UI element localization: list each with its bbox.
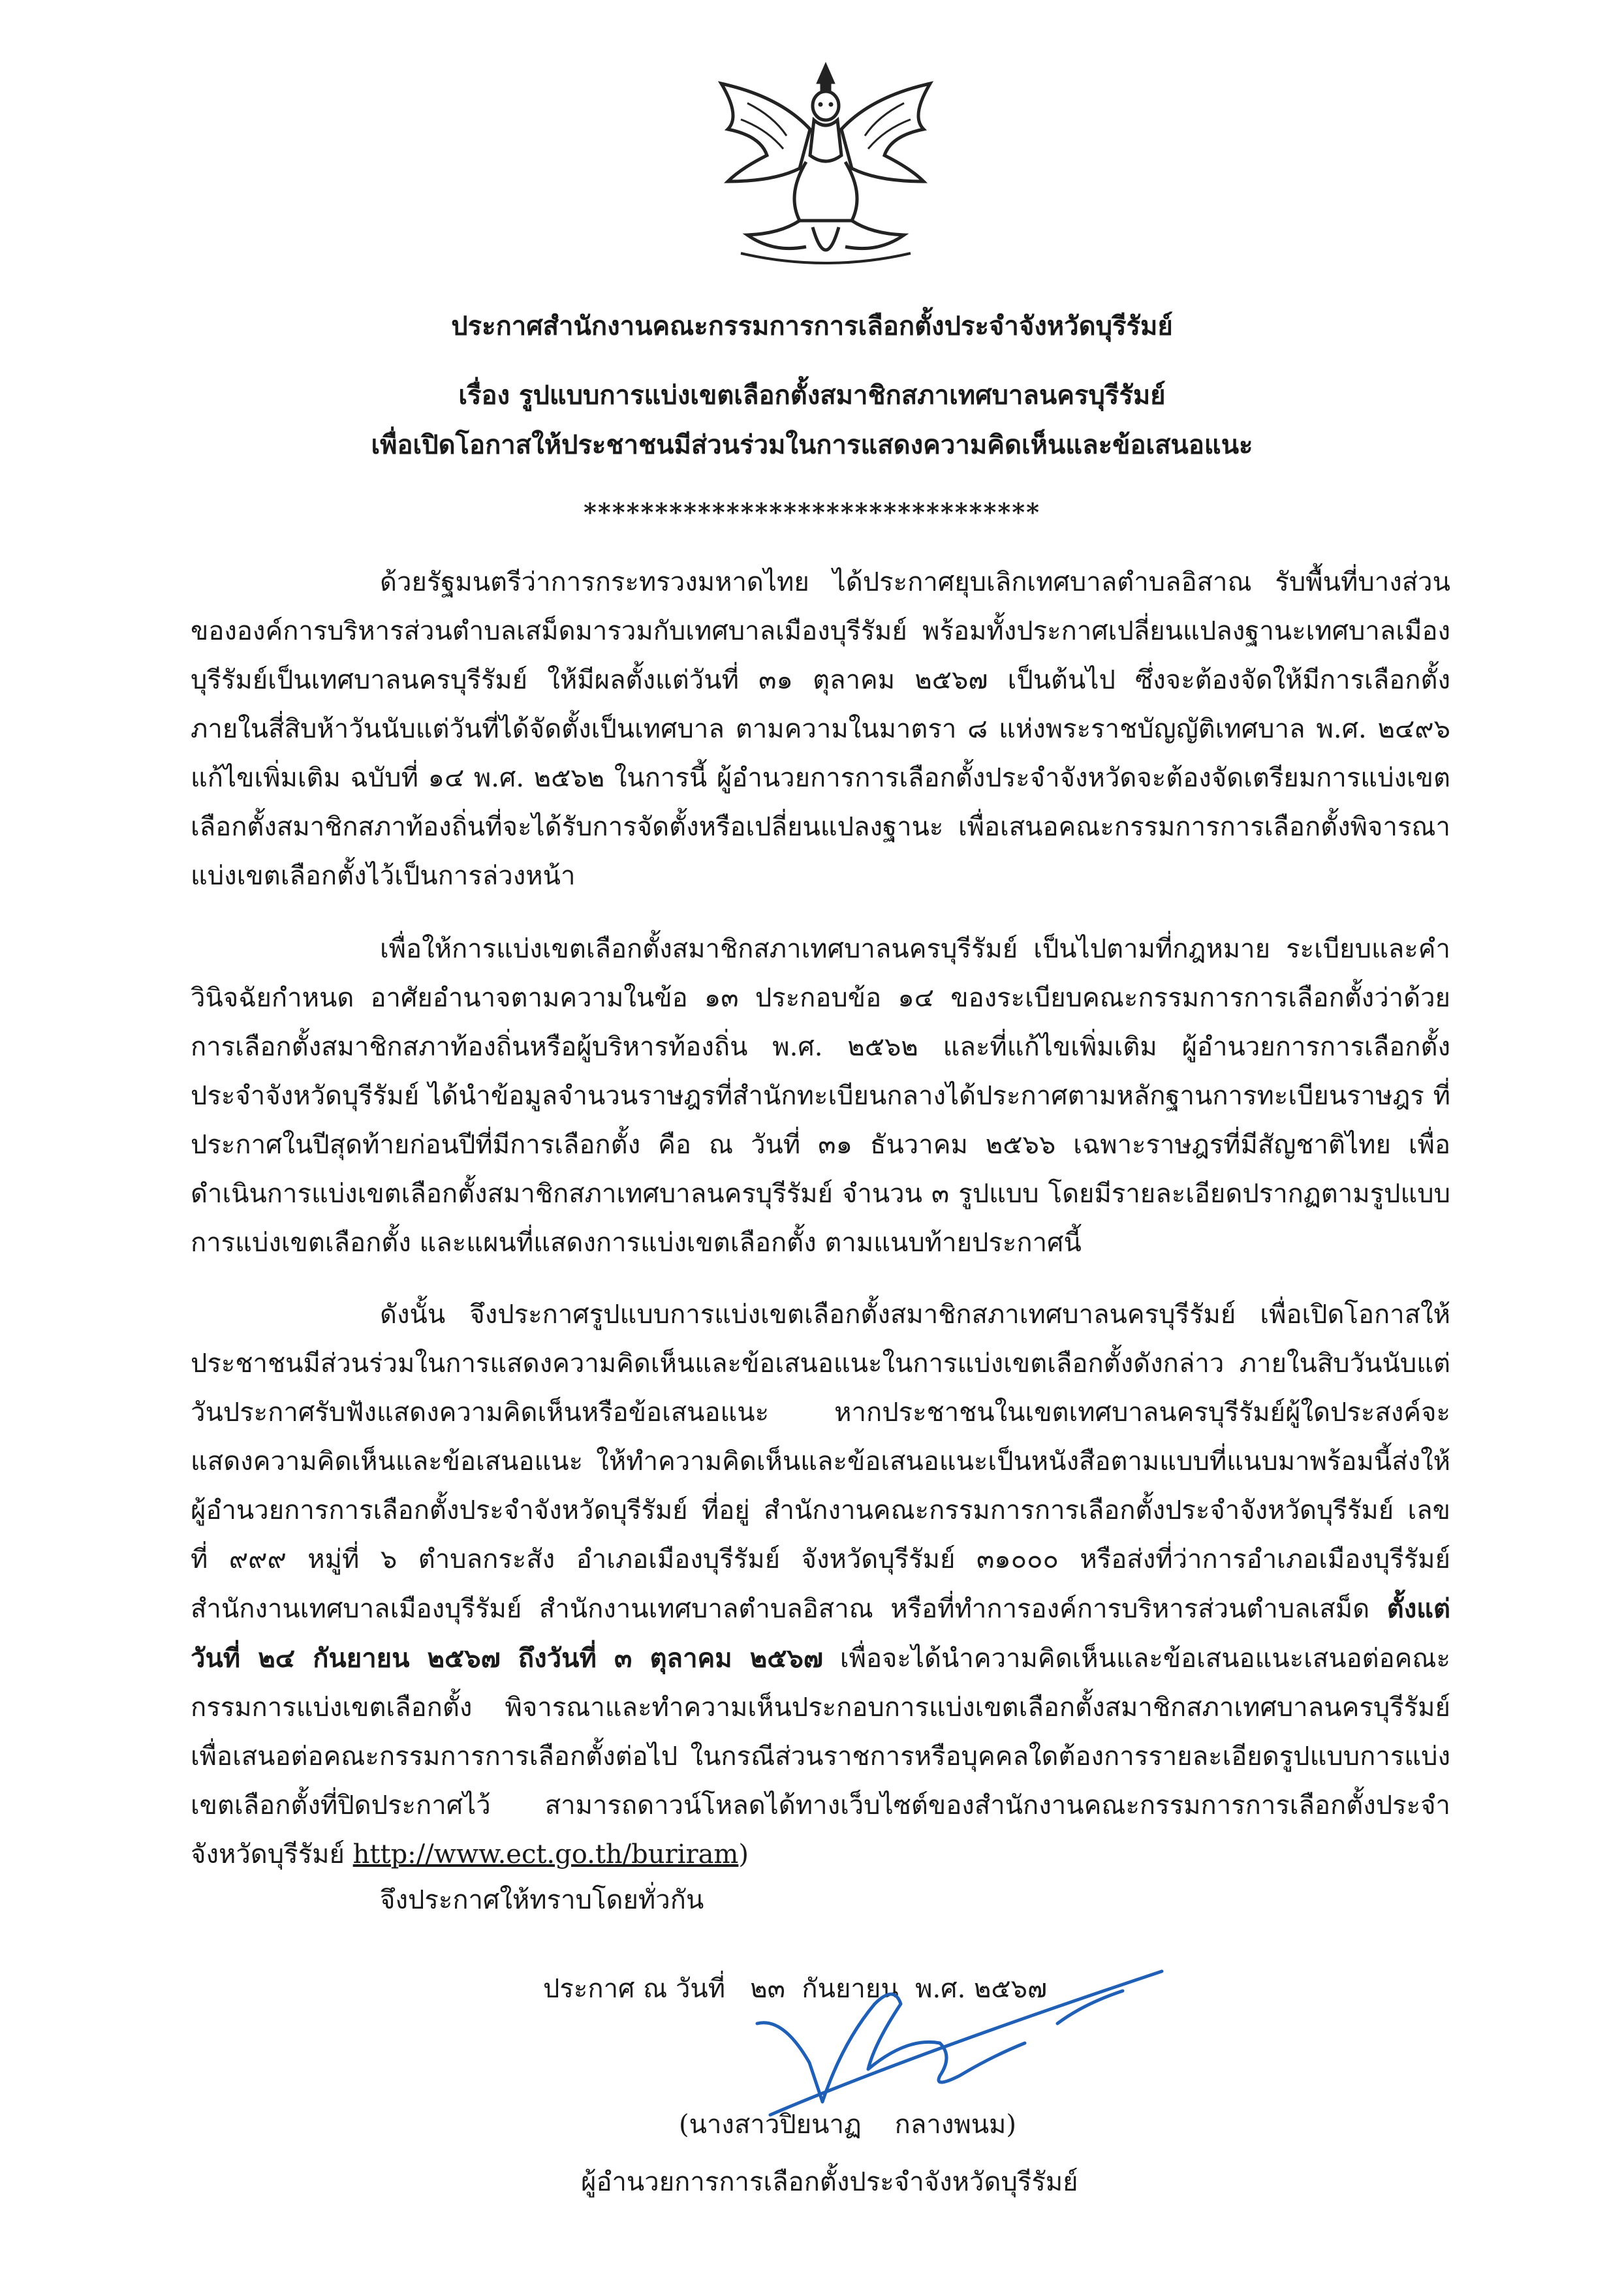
signer-name: (นางสาวปิยนาฏ กลางพนม) [679,2110,1017,2140]
separator: ******************************** [584,497,1040,527]
paragraph-3-text-continued: เพื่อจะได้นำความคิดเห็นและข้อเสนอแนะเสนอต่อคณะกรรมการแบ่งเขตเลือกตั้ง พิจารณาและทำความเห็นประกอบการแบ่งเขตเลือกตั้งสมาชิกสภาเทศบาลนครบุรีรัมย์ เพื่อเสนอต่อคณะกรรมการการเลือกตั้งต่อไป ในกรณีส่วนราชการหรือบุคคลใดต้องการรายละเอียดรูปแบบการแบ่งเขตเลือกตั้งที่ปิดประกาศไว้ สามารถดาวน์โหลดได้ทางเว็บไซต์ของสำนักงานคณะกรรมการการเลือกตั้งประจำจังหวัดบุรีรัมย์ [191,1644,1450,1869]
subject-line: เรื่อง รูปแบบการแบ่งเขตเลือกตั้งสมาชิกสภาเทศบาลนครบุรีรัมย์ [458,380,1166,411]
closing-statement: จึงประกาศให้ทราบโดยทั่วกัน [380,1885,704,1915]
announcement-title: ประกาศสำนักงานคณะกรรมการการเลือกตั้งประจำจังหวัดบุรีรัมย์ [451,311,1173,341]
paragraph-2: เพื่อให้การแบ่งเขตเลือกตั้งสมาชิกสภาเทศบาลนครบุรีรัมย์ เป็นไปตามที่กฎหมาย ระเบียบและคำวินิจฉัยกำหนด อาศัยอำนาจตามความในข้อ ๑๓ ประกอบข้อ ๑๔ ของระเบียบคณะกรรมการการเลือกตั้งว่าด้วยการเลือกตั้งสมาชิกสภาท้องถิ่นหรือผู้บริหารท้องถิ่น พ.ศ. ๒๕๖๒ และที่แก้ไขเพิ่มเติม ผู้อำนวยการการเลือกตั้งประจำจังหวัดบุรีรัมย์ ได้นำข้อมูลจำนวนราษฎรที่สำนักทะเบียนกลางได้ประกาศตามหลักฐานการทะเบียนราษฎร ที่ประกาศในปีสุดท้ายก่อนปีที่มีการเลือกตั้ง คือ ณ วันที่ ๓๑ ธันวาคม ๒๕๖๖ เฉพาะราษฎรที่มีสัญชาติไทย เพื่อดำเนินการแบ่งเขตเลือกตั้งสมาชิกสภาเทศบาลนครบุรีรัมย์ จำนวน ๓ รูปแบบ โดยมีรายละเอียดปรากฏตามรูปแบบการแบ่งเขตเลือกตั้ง และแผนที่แสดงการแบ่งเขตเลือกตั้ง ตามแนบท้ายประกาศนี้ [191,934,1450,1258]
announcement-date: ประกาศ ณ วันที่ ๒๓ กันยายน พ.ศ. ๒๕๖๗ [543,1974,1048,2004]
paragraph-1: ด้วยรัฐมนตรีว่าการกระทรวงมหาดไทย ได้ประกาศยุบเลิกเทศบาลตำบลอิสาณ รับพื้นที่บางส่วนขององค์การบริหารส่วนตำบลเสม็ดมารวมกับเทศบาลเมืองบุรีรัมย์ พร้อมทั้งประกาศเปลี่ยนแปลงฐานะเทศบาลเมืองบุรีรัมย์เป็นเทศบาลนครบุรีรัมย์ ให้มีผลตั้งแต่วันที่ ๓๑ ตุลาคม ๒๕๖๗ เป็นต้นไป ซึ่งจะต้องจัดให้มีการเลือกตั้งภายในสี่สิบห้าวันนับแต่วันที่ได้จัดตั้งเป็นเทศบาล ตามความในมาตรา ๘ แห่งพระราชบัญญัติเทศบาล พ.ศ. ๒๔๙๖ แก้ไขเพิ่มเติม ฉบับที่ ๑๔ พ.ศ. ๒๕๖๒ ในการนี้ ผู้อำนวยการการเลือกตั้งประจำจังหวัดจะต้องจัดเตรียมการแบ่งเขตเลือกตั้งสมาชิกสภาท้องถิ่นที่จะได้รับการจัดตั้งหรือเปลี่ยนแปลงฐานะ เพื่อเสนอคณะกรรมการการเลือกตั้งพิจารณาแบ่งเขตเลือกตั้งไว้เป็นการล่วงหน้า [191,567,1450,891]
subject-line-continued: เพื่อเปิดโอกาสให้ประชาชนมีส่วนร่วมในการแสดงความคิดเห็นและข้อเสนอแนะ [371,430,1253,460]
signer-position: ผู้อำนวยการการเลือกตั้งประจำจังหวัดบุรีรัมย์ [581,2167,1078,2197]
paragraph-3 [191,1290,1450,1879]
garuda-emblem-icon [702,57,950,279]
link-close-paren: ) [738,1839,749,1869]
submission-period: ตั้งแต่วันที่ ๒๔ กันยายน ๒๕๖๗ ถึงวันที่ ๓ ตุลาคม ๒๕๖๗ [191,1593,1450,1674]
paragraph-3-text: ดังนั้น จึงประกาศรูปแบบการแบ่งเขตเลือกตั้งสมาชิกสภาเทศบาลนครบุรีรัมย์ เพื่อเปิดโอกาสให้ประชาชนมีส่วนร่วมในการแสดงความคิดเห็นและข้อเสนอแนะในการแบ่งเขตเลือกตั้งดังกล่าว ภายในสิบวันนับแต่วันประกาศรับฟังแสดงความคิดเห็นหรือข้อเสนอแนะ หากประชาชนในเขตเทศบาลนครบุรีรัมย์ผู้ใดประสงค์จะแสดงความคิดเห็นและข้อเสนอแนะ ให้ทำความคิดเห็นและข้อเสนอแนะเป็นหนังสือตามแบบที่แนบมาพร้อมนี้ส่งให้ผู้อำนวยการการเลือกตั้งประจำจังหวัดบุรีรัมย์ ที่อยู่ สำนักงานคณะกรรมการการเลือกตั้งประจำจังหวัดบุรีรัมย์ เลขที่ ๙๙๙ หมู่ที่ ๖ ตำบลกระสัง อำเภอเมืองบุรีรัมย์ จังหวัดบุรีรัมย์ ๓๑๐๐๐ หรือส่งที่ว่าการอำเภอเมืองบุรีรัมย์ สำนักงานเทศบาลเมืองบุรีรัมย์ สำนักงานเทศบาลตำบลอิสาณ หรือที่ทำการองค์การบริหารส่วนตำบลเสม็ด [191,1300,1450,1624]
website-link[interactable]: http://www.ect.go.th/buriram [352,1839,739,1869]
